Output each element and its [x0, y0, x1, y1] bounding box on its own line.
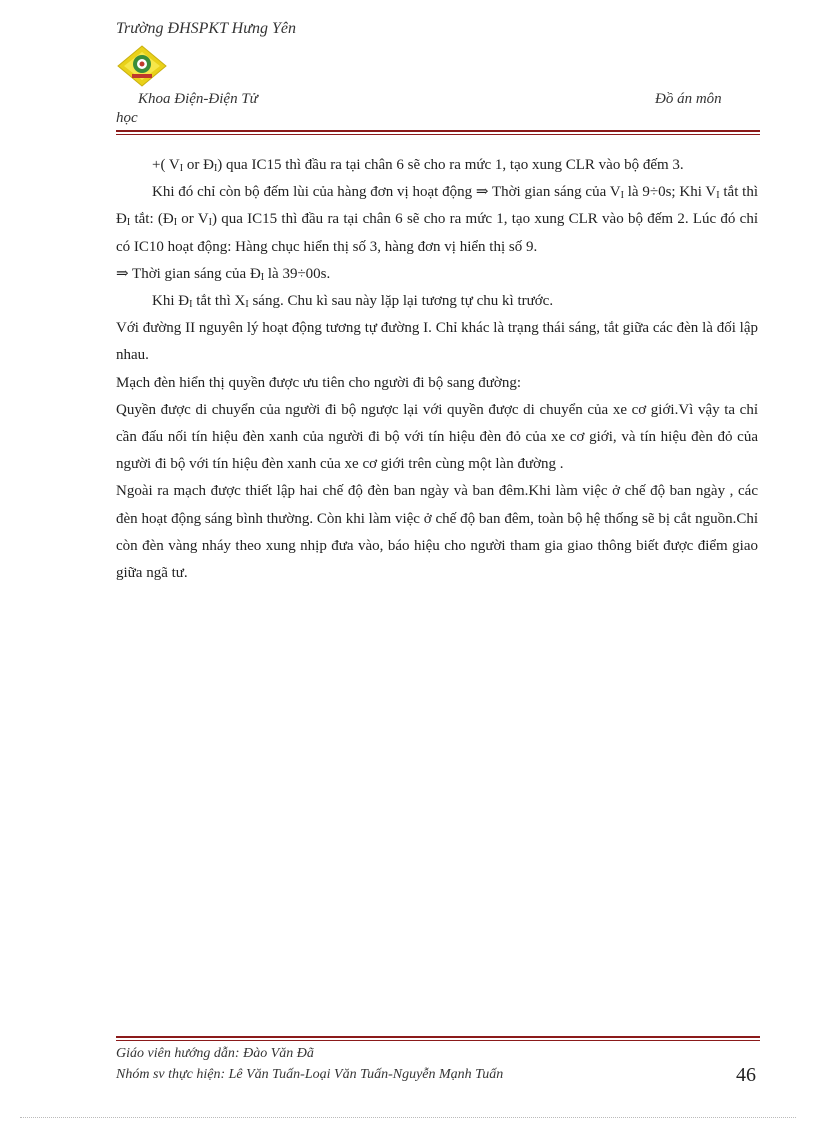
header-divider [116, 130, 760, 135]
footer-divider [116, 1036, 760, 1041]
course-title-continued: học [116, 110, 138, 126]
paragraph: ⇒ Thời gian sáng của $Đ_I$ là 39÷00s. [116, 265, 331, 283]
course-title: Đồ án môn [655, 91, 722, 107]
paragraph: Với đường II nguyên lý hoạt động tương tự đường I. Chỉ khác là trạng thái sáng, tắt giữa các đèn là đối lập nhau. [116, 320, 758, 364]
paragraph: Khi $Đ_I$ tắt thì $X_I$ sáng. Chu kì sau này lặp lại tương tự chu kì trước. [152, 293, 554, 311]
page-edge-divider [20, 1117, 796, 1118]
paragraph: Khi đó chỉ còn bộ đếm lùi của hàng đơn vị hoạt động ⇒ Thời gian sáng của $V_I$ là 9÷0s; Khi $V_I$ tắt thì $Đ_I$ tắt: ($Đ_I$ or $V_I$) qua IC15 thì đầu ra tại chân 6 sẽ cho ra mức 1, tạo xung CLR vào bộ đếm 2. Lúc đó chỉ có IC10 hoạt động: Hàng chục hiển thị số 3, hàng đơn vị hiển thị số 9. [116, 184, 759, 255]
students-line: Nhóm sv thực hiện: Lê Văn Tuấn-Loại Văn Tuấn-Nguyễn Mạnh Tuấn [116, 1067, 504, 1082]
school-logo-icon [116, 44, 168, 88]
page-number: 46 [736, 1064, 756, 1086]
paragraph: +( $V_I$ or $Đ_I$) qua IC15 thì đầu ra tại chân 6 sẽ cho ra mức 1, tạo xung CLR vào bộ đếm 3. [152, 157, 684, 174]
advisor-line: Giáo viên hướng dẫn: Đào Văn Đã [116, 1046, 314, 1061]
paragraph: Quyền được di chuyển của người đi bộ ngược lại với quyền được di chuyển của xe cơ giới.Vì vậy ta chỉ cần đấu nối tín hiệu đèn xanh của người đi bộ với tín hiệu đèn đỏ của xe cơ giới, và tín hiệu đèn đỏ của người đi bộ với tín hiệu đèn xanh của xe cơ giới trên cùng một làn đường . [116, 401, 758, 473]
paragraph: Mạch đèn hiển thị quyền được ưu tiên cho người đi bộ sang đường: [116, 374, 521, 391]
body-content [116, 152, 758, 587]
department-name: Khoa Điện-Điện Tử [138, 91, 258, 107]
paragraph: Ngoài ra mạch được thiết lập hai chế độ đèn ban ngày và ban đêm.Khi làm việc ở chế độ ban ngày , các đèn hoạt động sáng bình thường. Còn khi làm việc ở chế độ ban đêm, toàn bộ hệ thống sẽ bị cắt nguồn.Chỉ còn đèn vàng nháy theo xung nhịp đưa vào, báo hiệu cho người tham gia giao thông biết được điểm giao giữa ngã tư. [116, 483, 758, 582]
school-name: Trường ĐHSPKT Hưng Yên [116, 20, 296, 37]
